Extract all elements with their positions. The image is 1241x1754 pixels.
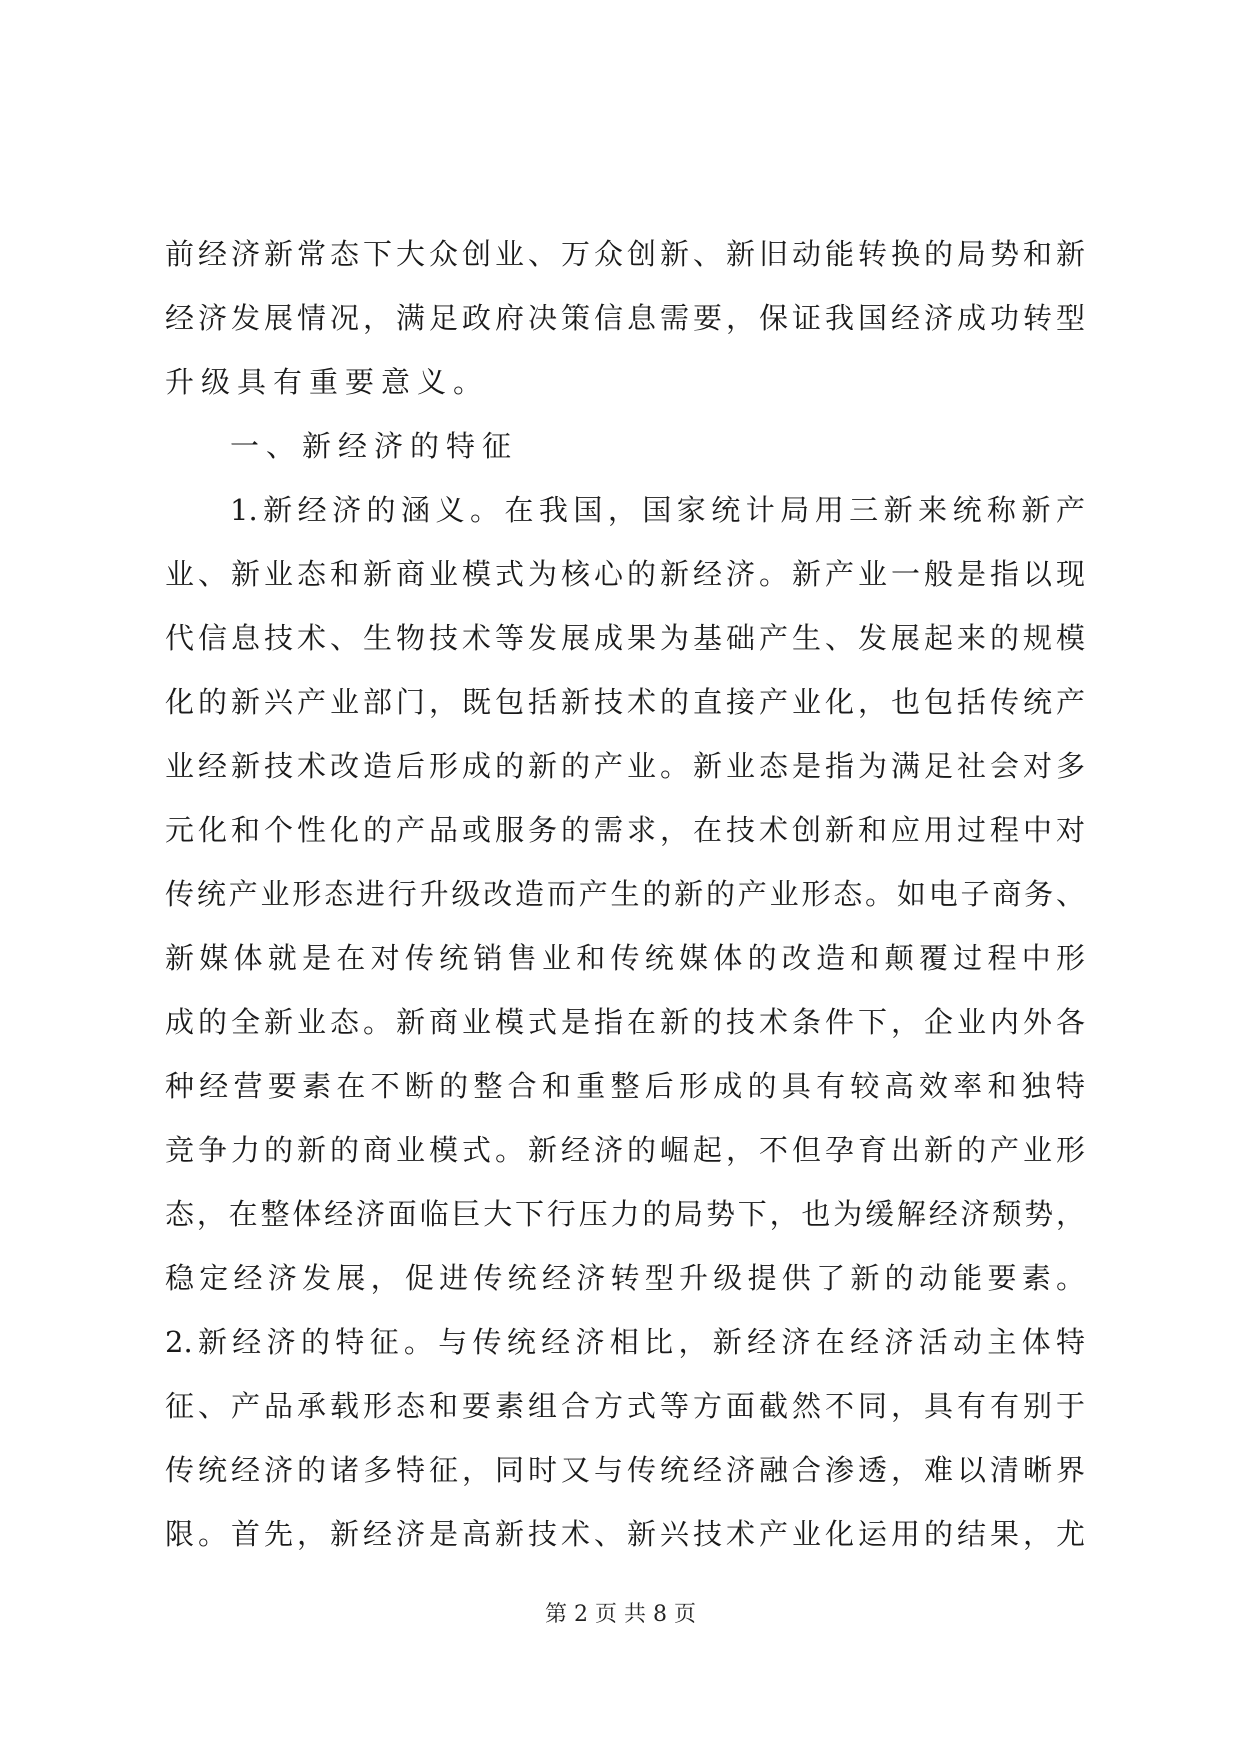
text-line: 化的新兴产业部门，既包括新技术的直接产业化，也包括传统产 — [165, 685, 1085, 719]
text-line: 限。首先，新经济是高新技术、新兴技术产业化运用的结果，尤 — [165, 1517, 1085, 1551]
text-line: 升级具有重要意义。 — [165, 365, 490, 399]
text-line: 新媒体就是在对传统销售业和传统媒体的改造和颠覆过程中形 — [165, 941, 1085, 975]
text-line: 前经济新常态下大众创业、万众创新、新旧动能转换的局势和新 — [165, 237, 1085, 271]
text-line: 业、新业态和新商业模式为核心的新经济。新产业一般是指以现 — [165, 557, 1085, 591]
text-line: 种经营要素在不断的整合和重整后形成的具有较高效率和独特 — [165, 1069, 1085, 1103]
text-line: 竞争力的新的商业模式。新经济的崛起，不但孕育出新的产业形 — [165, 1133, 1085, 1167]
text-line: 征、产品承载形态和要素组合方式等方面截然不同，具有有别于 — [165, 1389, 1085, 1423]
document-body — [165, 222, 1085, 1566]
text-line: 2.新经济的特征。与传统经济相比，新经济在经济活动主体特 — [165, 1325, 1085, 1359]
text-line: 成的全新业态。新商业模式是指在新的技术条件下，企业内外各 — [165, 1005, 1085, 1039]
text-line: 业经新技术改造后形成的新的产业。新业态是指为满足社会对多 — [165, 749, 1085, 783]
text-line: 元化和个性化的产品或服务的需求，在技术创新和应用过程中对 — [165, 813, 1085, 847]
text-line: 1.新经济的涵义。在我国，国家统计局用三新来统称新产 — [230, 493, 1085, 527]
text-line: 态，在整体经济面临巨大下行压力的局势下，也为缓解经济颓势， — [165, 1197, 1085, 1231]
page-number-footer: 第 2 页 共 8 页 — [545, 1602, 696, 1627]
section-heading: 一、新经济的特征 — [230, 429, 519, 463]
text-line: 传统产业形态进行升级改造而产生的新的产业形态。如电子商务、 — [165, 877, 1085, 911]
text-line: 经济发展情况，满足政府决策信息需要，保证我国经济成功转型 — [165, 301, 1085, 335]
text-line: 传统经济的诸多特征，同时又与传统经济融合渗透，难以清晰界 — [165, 1453, 1085, 1487]
text-line: 代信息技术、生物技术等发展成果为基础产生、发展起来的规模 — [165, 621, 1085, 655]
text-line: 稳定经济发展，促进传统经济转型升级提供了新的动能要素。 — [165, 1261, 1085, 1295]
